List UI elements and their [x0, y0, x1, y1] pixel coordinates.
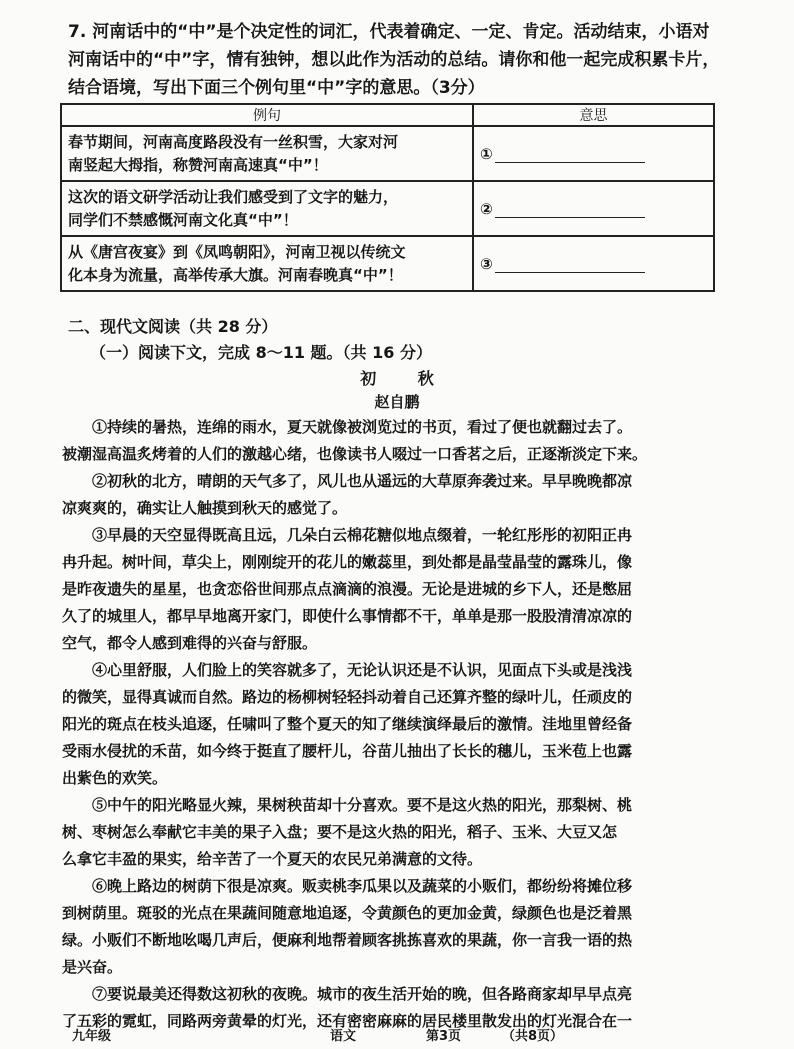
- header-meaning: 意思: [473, 104, 714, 126]
- table-row: [61, 126, 714, 181]
- article-line: 出紫色的欢笑。: [62, 769, 168, 787]
- example-sentence: [61, 126, 473, 181]
- sentence-line: 化本身为流量，高举传承大旗。河南春晚真“中”！: [68, 265, 403, 284]
- article-line: ①持续的暑热，连绵的雨水，夏天就像被浏览过的书页，看过了便也就翻过去了。: [62, 418, 633, 436]
- article-line: 是兴奋。: [62, 958, 123, 976]
- answer-line[interactable]: [495, 256, 645, 273]
- article-line: ③早晨的天空显得既高且远，几朵白云棉花糖似地点缀着，一轮红彤彤的初阳正冉: [62, 526, 633, 544]
- table-row: [61, 181, 714, 236]
- footer-page: 第3页: [426, 1029, 462, 1044]
- article-line: 是昨夜遗失的星星，也贪恋俗世间那点点滴滴的浪漫。无论是进城的乡下人，还是憋屈: [62, 580, 633, 598]
- table-header-row: [61, 104, 714, 126]
- footer-grade: 九年级: [72, 1029, 112, 1044]
- answer-blank-1[interactable]: [473, 126, 714, 181]
- article-line: 冉升起。树叶间，草尖上，刚刚绽开的花儿的嫩蕊里，到处都是晶莹晶莹的露珠儿，像: [62, 553, 633, 571]
- article-title: 初 秋: [360, 369, 452, 388]
- answer-marker: ②: [480, 199, 493, 218]
- sub-heading: （一）阅读下文，完成 8～11 题。（共 16 分）: [90, 343, 432, 362]
- article-line: 阳光的斑点在枝头追逐，任啸叫了整个夏天的知了继续演绎最后的激情。洼地里曾经备: [62, 715, 633, 733]
- section-heading: 二、现代文阅读（共 28 分）: [68, 317, 278, 336]
- article-line: ④心里舒服，人们脸上的笑容就多了，无论认识还是不认识，见面点下头或是浅浅: [62, 661, 633, 679]
- sentence-line: 春节期间，河南高度路段没有一丝积雪，大家对河: [68, 132, 399, 151]
- answer-line[interactable]: [495, 201, 645, 218]
- article-line: 被潮湿高温炙烤着的人们的激越心绪，也像读书人啜过一口香茗之后，正逐渐淡定下来。: [62, 445, 648, 463]
- article-line: 空气，都令人感到难得的兴奋与舒服。: [62, 634, 318, 652]
- example-sentence: [61, 236, 473, 291]
- answer-marker: ③: [480, 254, 493, 273]
- article-line: 受雨水侵扰的禾苗，如今终于挺直了腰杆儿，谷苗儿抽出了长长的穗儿，玉米苞上也露: [62, 742, 633, 760]
- article-line: 树、枣树怎么奉献它丰美的果子入盘；要不是这火热的阳光，稻子、玉米、大豆又怎: [62, 823, 618, 841]
- sentence-line: 从《唐宫夜宴》到《凤鸣朝阳》，河南卫视以传统文: [68, 242, 406, 261]
- header-sentence: 例句: [61, 104, 473, 126]
- sentence-line: 同学们不禁感慨河南文化真“中”！: [68, 210, 298, 229]
- sentence-line: 这次的语文研学活动让我们感受到了文字的魅力，: [68, 187, 399, 206]
- question-line: 河南话中的“中”字，情有独钟，想以此作为活动的总结。请你和他一起完成积累卡片，: [68, 50, 720, 70]
- footer-subject: 语文: [330, 1029, 357, 1044]
- article-line: ⑦要说最美还得数这初秋的夜晚。城市的夜生活开始的晚，但各路商家却早早点亮: [62, 985, 633, 1003]
- article-line: 么拿它丰盈的果实，给辛苦了一个夏天的农民兄弟满意的文待。: [62, 850, 483, 868]
- article-line: 凉爽爽的，确实让人触摸到秋天的感觉了。: [62, 499, 348, 517]
- question-7: [68, 18, 774, 102]
- article-line: 久了的城里人，都早早地离开家门，即使什么事情都不干，单单是那一股股清清凉凉的: [62, 607, 633, 625]
- table-row: [61, 236, 714, 291]
- article-line: 的微笑，显得真诚而自然。路边的杨柳树轻轻抖动着自己还算齐整的绿叶儿，任顽皮的: [62, 688, 633, 706]
- answer-marker: ①: [480, 144, 493, 163]
- question-line: 结合语境，写出下面三个例句里“中”字的意思。（3分）: [68, 78, 485, 98]
- sentence-line: 南竖起大拇指，称赞河南高速真“中”！: [68, 155, 328, 174]
- article-line: ⑤中午的阳光略显火辣，果树秧苗却十分喜欢。要不是这火热的阳光，那梨树、桃: [62, 796, 633, 814]
- article-line: 到树荫里。斑驳的光点在果蔬间随意地追逐，令黄颜色的更加金黄，绿颜色也是泛着黑: [62, 904, 633, 922]
- question-line: 7. 河南话中的“中”是个决定性的词汇，代表着确定、一定、肯定。活动结束，小语对: [68, 22, 710, 42]
- example-sentence: [61, 181, 473, 236]
- example-sentence-table: [60, 103, 715, 292]
- answer-blank-2[interactable]: [473, 181, 714, 236]
- article-line: ⑥晚上路边的树荫下很是凉爽。贩卖桃李瓜果以及蔬菜的小贩们，都纷纷将摊位移: [62, 877, 633, 895]
- article-line: 绿。小贩们不断地吆喝几声后，便麻利地帮着顾客挑拣喜欢的果蔬，你一言我一语的热: [62, 931, 633, 949]
- article-author: 赵自鹏: [374, 393, 420, 411]
- article-line: ②初秋的北方，晴朗的天气多了，风儿也从遥远的大草原奔袭过来。早早晚晚都凉: [62, 472, 633, 490]
- answer-blank-3[interactable]: [473, 236, 714, 291]
- footer-total: （共8页）: [502, 1029, 564, 1044]
- article-body: [62, 414, 736, 1035]
- article-line: 了五彩的霓虹，同路两旁黄晕的灯光，还有密密麻麻的居民楼里散发出的灯光混合在一: [62, 1012, 633, 1030]
- answer-line[interactable]: [495, 146, 645, 163]
